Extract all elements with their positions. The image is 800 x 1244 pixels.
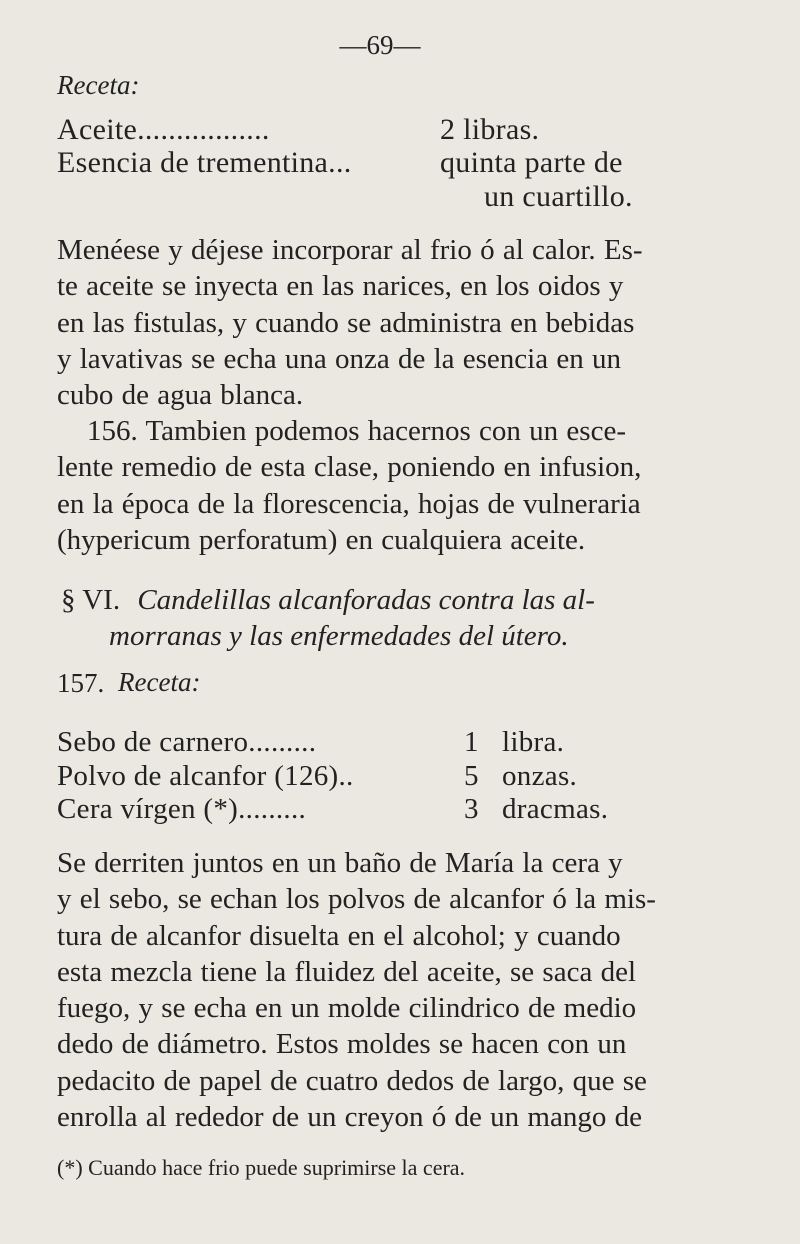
text-line: te aceite se inyecta en las narices, en los oidos y [57,270,624,303]
paragraph [57,845,757,1135]
text-line: tura de alcanfor disuelta en el alcohol; y cuando [57,919,621,952]
recipe-item: Sebo de carnero......... [57,726,317,758]
section-number: § VI. [61,584,121,616]
text-line: en las fistulas, y cuando se administra en bebidas [57,306,635,339]
text-line: esta mezcla tiene la fluidez del aceite, se saca del [57,955,637,988]
recipe-quantity: 3 [464,793,479,825]
text-line: (hypericum perforatum) en cualquiera aceite. [57,523,586,556]
recipe-item: Polvo de alcanfor (126).. [57,760,354,792]
text-line: y lavativas se echa una onza de la esencia en un [57,342,621,375]
recipe-heading: Receta: [57,70,140,100]
recipe-quantity: 1 [464,726,479,758]
recipe-amount: 2 libras. [440,113,540,146]
text-line: fuego, y se echa en un molde cilindrico de medio [57,992,637,1025]
text-line: en la época de la florescencia, hojas de vulneraria [57,487,641,520]
text-line: 156. Tambien podemos hacernos con un esce- [87,415,626,447]
text-line: enrolla al rededor de un creyon ó de un mango de [57,1101,642,1134]
recipe-heading: Receta: [118,667,201,697]
recipe-number: 157. [57,668,105,698]
recipe-quantity: 5 [464,760,479,792]
text-line: dedo de diámetro. Estos moldes se hacen con un [57,1028,627,1061]
recipe-item: Cera vírgen (*)......... [57,793,307,825]
recipe-unit: dracmas. [502,793,609,825]
text-line: pedacito de papel de cuatro dedos de largo, que se [57,1064,647,1097]
section-title-line: Candelillas alcanforadas contra las al- [137,584,595,616]
text-line: lente remedio de esta clase, poniendo en infusion, [57,451,642,484]
text-line: Menéese y déjese incorporar al frio ó al calor. Es- [57,234,643,266]
recipe-item: Esencia de trementina... [57,146,352,179]
recipe-item: Aceite................. [57,113,270,146]
text-line: Se derriten juntos en un baño de María la cera y [57,847,623,879]
recipe-amount: quinta parte de [440,146,623,179]
section-title [57,582,767,654]
paragraph [57,413,757,558]
recipe-amount: un cuartillo. [484,180,633,213]
recipe-unit: libra. [502,726,565,758]
text-line: cubo de agua blanca. [57,379,304,412]
footnote: (*) Cuando hace frio puede suprimirse la cera. [57,1155,466,1180]
text-line: y el sebo, se echan los polvos de alcanfor ó la mis- [57,883,656,916]
recipe-unit: onzas. [502,760,578,792]
paragraph [57,232,757,413]
section-title-line: morranas y las enfermedades del útero. [109,620,569,652]
page-number: —69— [339,30,421,60]
